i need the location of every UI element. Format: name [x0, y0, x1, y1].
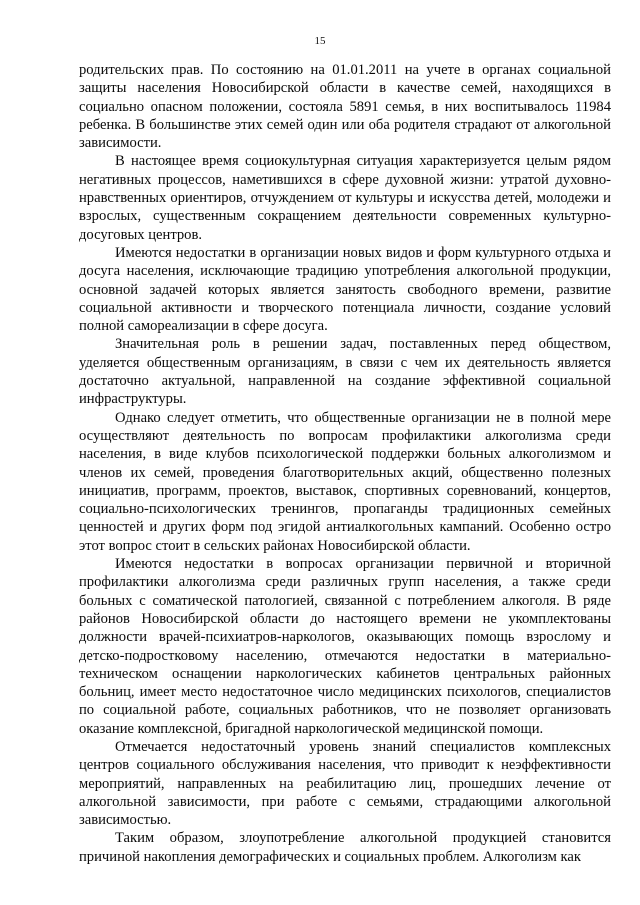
page-number: 15: [314, 35, 326, 47]
paragraph-8: Таким образом, злоупотребление алкогольной продукцией становится причиной накопления демографических и социальных проблем. Алкоголизм как: [79, 830, 611, 865]
body-text: [79, 61, 611, 866]
paragraph-1: родительских прав. По состоянию на 01.01.2011 на учете в органах социальной защиты населения Новосибирской области в качестве семей, находящихся в социально опасном положении, состояла 5891 семья, в них воспитывалось 11984 ребенка. В большинстве этих семей один или оба родителя страдают от алкогольной зависимости.: [79, 62, 611, 152]
paragraph-5: Однако следует отметить, что общественные организации не в полной мере осуществляют деятельность по вопросам профилактики алкоголизма среди населения, в виде клубов психологической поддержки больных алкоголизмом и членов их семей, проведения благотворительных акций, общественно полезных инициатив, программ, проектов, выставок, спортивных соревнований, концертов, социально-психологических тренингов, пропаганды традиционных семейных ценностей и других форм под эгидой антиалкогольных кампаний. Особенно остро этот вопрос стоит в сельских районах Новосибирской области.: [79, 409, 611, 554]
paragraph-6: Имеются недостатки в вопросах организации первичной и вторичной профилактики алкоголизма среди различных групп населения, а также среди больных с соматической патологией, связанной с потреблением алкоголя. В ряде районов Новосибирской области до настоящего времени не укомплектованы должности врачей-психиатров-наркологов, оказывающих помощь взрослому и детско-подростковому населению, отмечаются недостатки в материально-техническом оснащении наркологических кабинетов центральных районных больниц, имеет место недостаточное число медицинских психологов, специалистов по социальной работе, социальных работников, что не позволяет организовать оказание комплексной, бригадной наркологической медицинской помощи.: [79, 556, 611, 737]
paragraph-2: В настоящее время социокультурная ситуация характеризуется целым рядом негативных процессов, наметившихся в сфере духовной жизни: утратой духовно-нравственных ориентиров, отчуждением от культуры и искусства детей, молодежи и взрослых, существенным сокращением деятельности современных культурно-досуговых центров.: [79, 153, 611, 243]
paragraph-7: Отмечается недостаточный уровень знаний специалистов комплексных центров социального обслуживания населения, что приводит к неэффективности мероприятий, направленных на реабилитацию лиц, прошедших лечение от алкогольной зависимости, при работе с семьями, страдающими алкогольной зависимостью.: [79, 738, 611, 829]
paragraph-4: Значительная роль в решении задач, поставленных перед обществом, уделяется общественным организациям, в связи с чем их деятельность является достаточно актуальной, направленной на создание эффективной социальной инфраструктуры.: [79, 336, 611, 408]
paragraph-3: Имеются недостатки в организации новых видов и форм культурного отдыха и досуга населения, исключающие традицию употребления алкогольной продукции, основной задачей которых является занятость свободного времени, развитие социальной активности и творческого потенциала личности, создание условий полной самореализации в сфере досуга.: [79, 244, 611, 335]
